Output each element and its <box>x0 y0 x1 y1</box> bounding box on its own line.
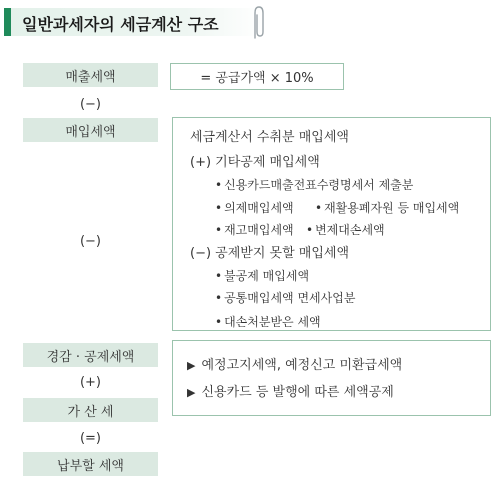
operator-plus: (+) <box>79 375 102 390</box>
paperclip-icon <box>247 4 269 42</box>
sales-formula-box: = 공급가액 × 10% <box>170 63 344 90</box>
triangle-right-icon: ▶ <box>187 359 196 372</box>
item-recycled-resource: • 재활용폐자원 등 매입세액 <box>315 199 459 216</box>
operator-equals: (=) <box>79 431 102 446</box>
deduction-line-prepaid <box>187 354 402 373</box>
operator-minus: (−) <box>79 97 102 112</box>
item-non-deductible: • 불공제 매입세액 <box>215 267 309 284</box>
operator-minus-purchase: (−) <box>79 234 102 249</box>
label-penalty-tax: 가 산 세 <box>23 398 158 422</box>
label-purchase-tax: 매입세액 <box>23 118 158 142</box>
item-deemed-input: • 의제매입세액 <box>215 199 294 216</box>
item-inventory-input: • 재고매입세액 <box>215 221 294 238</box>
purchase-line-non-deductible: (−) 공제받지 못할 매입세액 <box>190 246 350 261</box>
section-title-bar <box>4 8 262 36</box>
page-title: 일반과세자의 세금계산 구조 <box>22 15 219 34</box>
item-bad-debt-repaid: • 변제대손세액 <box>306 221 385 238</box>
deduction-card-text: 신용카드 등 발행에 따른 세액공제 <box>201 385 394 400</box>
item-bad-debt-disposed: • 대손처분받은 세액 <box>215 313 321 330</box>
triangle-right-icon: ▶ <box>187 386 196 399</box>
deduction-line-card <box>187 381 394 400</box>
item-common-exempt: • 공통매입세액 면세사업분 <box>215 289 355 306</box>
title-accent-bar <box>4 8 11 36</box>
label-payable-tax: 납부할 세액 <box>23 452 158 476</box>
deduction-prepaid-text: 예정고지세액, 예정신고 미환급세액 <box>201 358 403 373</box>
purchase-tax-detail-box <box>172 117 491 331</box>
deduction-detail-box <box>172 340 491 416</box>
purchase-line-invoice: 세금계산서 수취분 매입세액 <box>190 130 349 145</box>
purchase-line-other-deduction: (+) 기타공제 매입세액 <box>190 155 320 170</box>
label-sales-tax: 매출세액 <box>23 63 158 87</box>
item-card-receipt: • 신용카드매출전표수령명세서 제출분 <box>215 176 413 193</box>
label-deduction-tax: 경감 · 공제세액 <box>23 343 158 367</box>
